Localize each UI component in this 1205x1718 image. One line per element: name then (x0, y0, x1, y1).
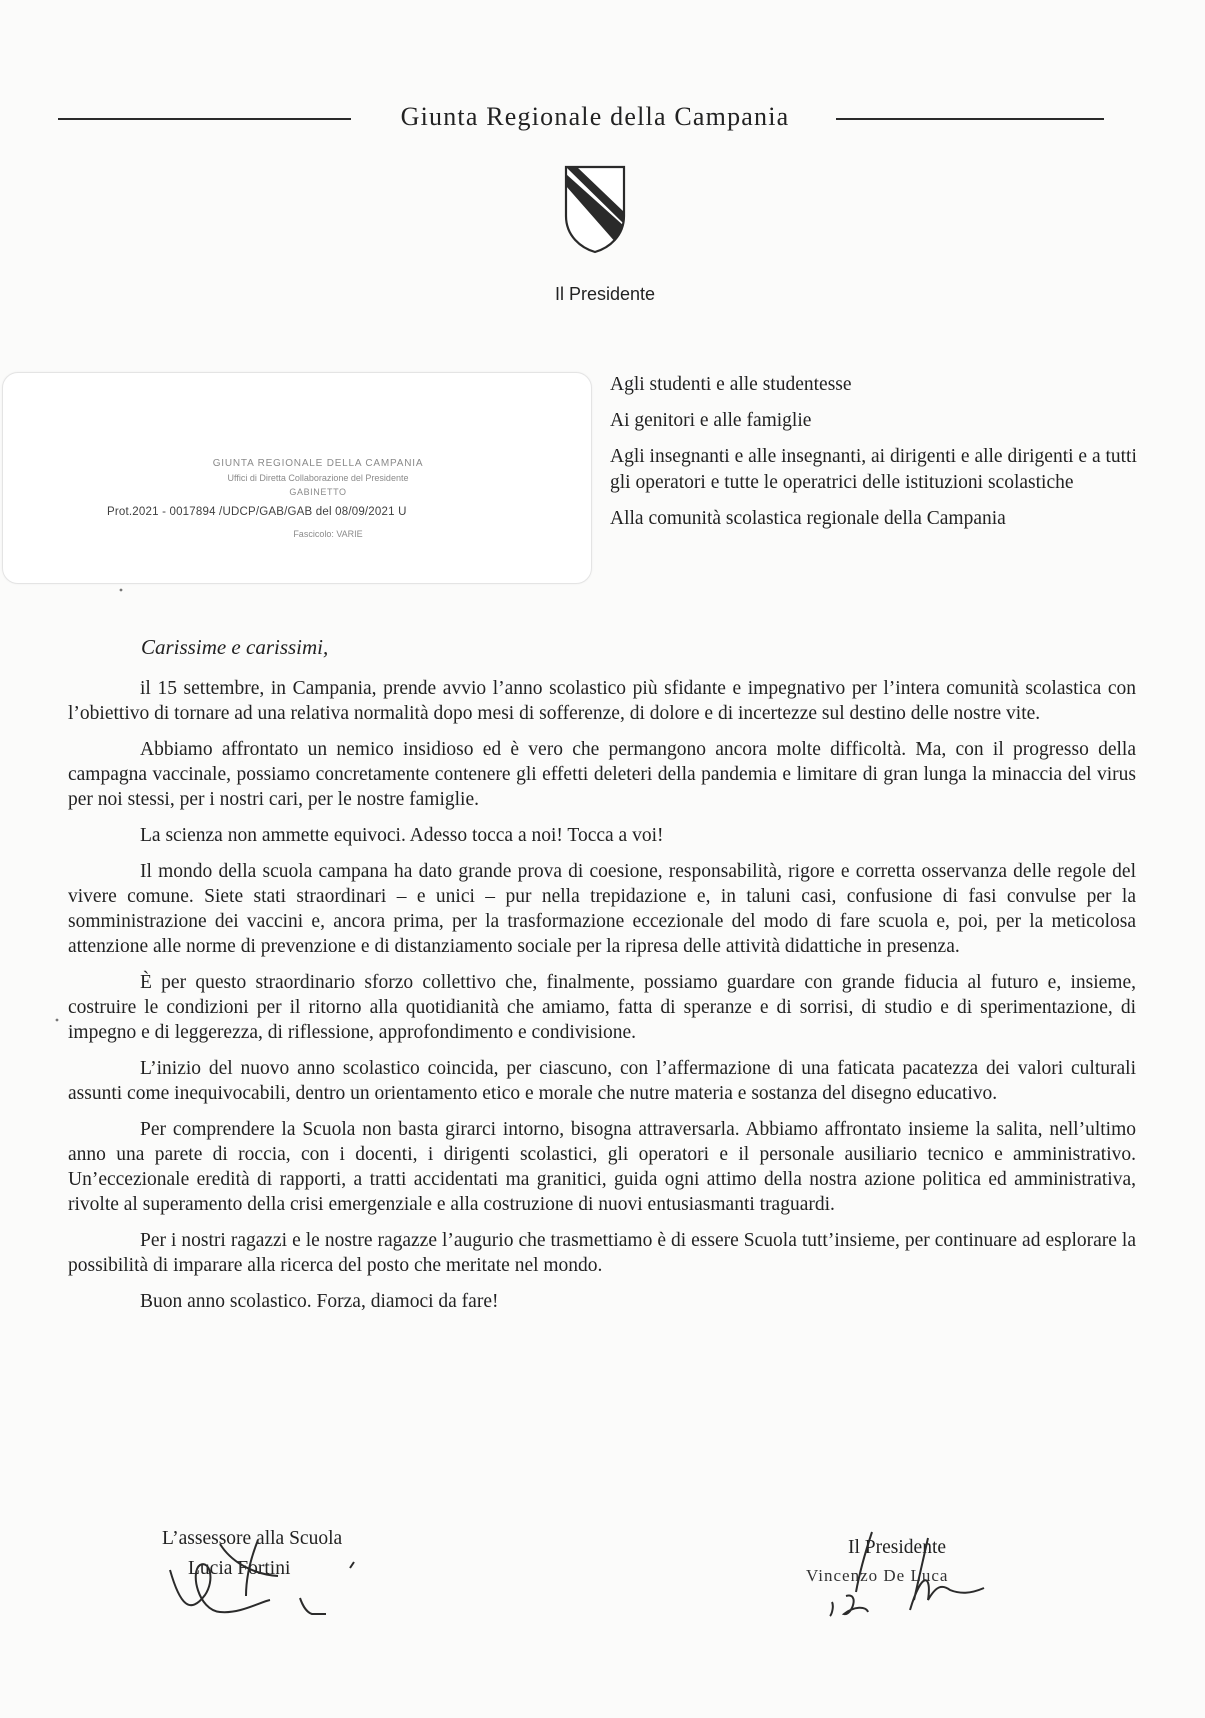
letter-paragraph: È per questo straordinario sforzo collettivo che, finalmente, possiamo guardare con grande fiducia al futuro e, insieme, costruire le condizioni per il ritorno alla quotidianità che amiamo, fatta di speranze e di sorrisi, di studio e di sperimentazione, di impegno e di leggerezza, di riflessione, approfondimento e condivisione. (68, 972, 1136, 1043)
letter-paragraph: L’inizio del nuovo anno scolastico coincida, per ciascuno, con l’affermazione di una faticata pacatezza dei valori culturali assunti come inequivocabili, dentro un orientamento etico e morale che nutre materia e sostanza del disegno educativo. (68, 1058, 1136, 1104)
signature-name: Lucia Fortini (188, 1558, 291, 1579)
protocol-line: GABINETTO (289, 487, 347, 497)
recipient: Alla comunità scolastica regionale della Campania (610, 508, 1006, 529)
protocol-stamp (2, 372, 592, 584)
letter-paragraph: La scienza non ammette equivoci. Adesso tocca a noi! Tocca a voi! (140, 825, 664, 846)
header-rule-right (836, 118, 1104, 120)
letter-paragraph: Per i nostri ragazzi e le nostre ragazze l’augurio che trasmettiamo è di essere Scuola tutt’insieme, per continuare ad esplorare la possibilità di imparare alla ricerca del posto che meritate nel mondo. (68, 1230, 1136, 1276)
letter-paragraph: il 15 settembre, in Campania, prende avvio l’anno scolastico più sfidante e impegnativo per l’intera comunità scolastica con l’obiettivo di tornare ad una relativa normalità dopo mesi di sofferenze, di dolore e di incertezze sul destino delle nostre vite. (68, 678, 1136, 724)
header-subtitle: Il Presidente (554, 284, 656, 304)
protocol-line: Uffici di Diretta Collaborazione del Presidente (227, 473, 409, 483)
protocol-line: GIUNTA REGIONALE DELLA CAMPANIA (212, 458, 424, 469)
signature-block-assessore (162, 1524, 422, 1584)
letter-paragraph: Il mondo della scuola campana ha dato grande prova di coesione, responsabilità, rigore e corretta osservanza delle regole del vivere comune. Siete stati straordinari – e unici – pur nella trepidazione e, in taluni casi, confusione di fasi convulse per la somministrazione dei vaccini e, ancora prima, per la trasformazione eccezionale del modo di fare scuola e, poi, per la meticolosa attenzione alle norme di prevenzione e di distanziamento sociale per la ripresa delle attività didattiche in presenza. (68, 861, 1136, 957)
protocol-line: Fascicolo: VARIE (293, 529, 363, 539)
recipient: Agli insegnanti e alle insegnanti, ai dirigenti e alle dirigenti e a tutti gli operatori e tutte le operatrici delle istituzioni scolastiche (610, 446, 1137, 493)
scan-speck (118, 588, 124, 592)
campania-emblem-icon (563, 164, 627, 254)
signature-name: Vincenzo De Luca (806, 1566, 949, 1585)
letter-closing: Buon anno scolastico. Forza, diamoci da fare! (140, 1291, 499, 1312)
recipient: Ai genitori e alle famiglie (610, 410, 812, 431)
signature-title: Il Presidente (848, 1537, 947, 1558)
scan-speck (54, 1018, 60, 1022)
letter-greeting: Carissime e carissimi, (141, 635, 329, 659)
recipient: Agli studenti e alle studentesse (610, 374, 852, 395)
letter-paragraph: Abbiamo affrontato un nemico insidioso ed è vero che permangono ancora molte difficoltà. Ma, con il progresso della campagna vaccinale, possiamo concretamente contenere gli effetti deleteri della pandemia e limitare di gran lunga la minaccia del virus per noi stessi, per i nostri cari, per le nostre famiglie. (68, 739, 1136, 810)
letter-body (68, 676, 1136, 1325)
header-title: Giunta Regionale della Campania (400, 102, 790, 131)
signature-block-presidente (806, 1534, 1026, 1590)
signature-title: L’assessore alla Scuola (162, 1528, 343, 1549)
protocol-number: Prot.2021 - 0017894 /UDCP/GAB/GAB del 08/09/2021 U (107, 506, 407, 518)
header-rule-left (58, 118, 351, 120)
recipients-block (610, 372, 1150, 542)
letter-paragraph: Per comprendere la Scuola non basta girarci intorno, bisogna attraversarla. Abbiamo affrontato insieme la salita, nell’ultimo anno una parete di roccia, con i docenti, i dirigenti scolastici, gli operatori e il personale ausiliario tecnico e amministrativo. Un’eccezionale eredità di rapporti, a tratti accidentati ma granitici, guida ogni attimo della nostra azione politica ed amministrativa, rivolte al superamento della crisi emergenziale e alla costruzione di nuovi entusiasmanti traguardi. (68, 1119, 1136, 1215)
